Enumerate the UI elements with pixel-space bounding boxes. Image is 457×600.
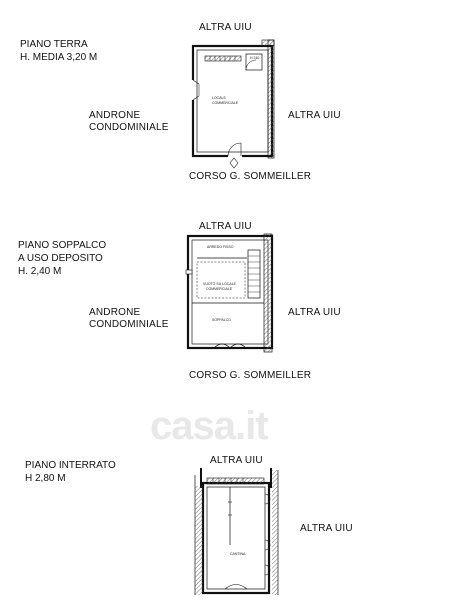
mezzanine-title-line3: H. 2,40 M (18, 266, 62, 277)
basement-title-line2: H 2,80 M (25, 473, 66, 484)
watermark: casa.it (150, 404, 268, 448)
mezzanine-plan (186, 234, 272, 352)
ground-room-line2: COMMERCIALE (212, 101, 239, 105)
ground-left-line1: ANDRONE (89, 110, 141, 121)
ground-title-line2: H. MEDIA 3,20 M (20, 52, 98, 63)
ground-small-label: H 240 (250, 56, 260, 60)
basement-plan (195, 468, 278, 595)
mezzanine-room-top: ARREDO FISSO (207, 245, 234, 249)
basement-title-line1: PIANO INTERRATO (25, 460, 116, 471)
mezzanine-room-bottom: SOPPALCO (212, 318, 231, 322)
basement-top-label: ALTRA UIU (210, 455, 263, 466)
ground-stair (205, 56, 241, 61)
basement-room-label: CANTINA (230, 552, 246, 556)
mezzanine-title-line2: A USO DEPOSITO (18, 253, 103, 264)
ground-left-line2: CONDOMINIALE (89, 122, 169, 133)
basement-stair (207, 478, 264, 484)
ground-right-wall-hatch (268, 40, 274, 158)
mezzanine-title-line1: PIANO SOPPALCO (18, 240, 107, 251)
mezzanine-bottom-label: CORSO G. SOMMEILLER (189, 370, 312, 381)
mezzanine-room-mid-line1: VUOTO SU LOCALE (203, 282, 237, 286)
mezzanine-right-label: ALTRA UIU (288, 307, 341, 318)
mezzanine-left-line2: CONDOMINIALE (89, 319, 169, 330)
ground-title-line1: PIANO TERRA (20, 39, 88, 50)
mezzanine-right-wall-hatch (264, 234, 272, 352)
basement-outer-wall (203, 483, 269, 593)
mezzanine-top-label: ALTRA UIU (199, 221, 252, 232)
ground-bottom-label: CORSO G. SOMMEILLER (189, 171, 312, 182)
ground-room-line1: LOCALE (212, 96, 226, 100)
mezzanine-left-line1: ANDRONE (89, 307, 141, 318)
ground-right-label: ALTRA UIU (288, 110, 341, 121)
ground-top-label: ALTRA UIU (199, 22, 252, 33)
mezzanine-room-mid-line2: COMMERCIALE (206, 287, 233, 291)
mezzanine-void (197, 262, 245, 298)
basement-right-label: ALTRA UIU (300, 523, 353, 534)
